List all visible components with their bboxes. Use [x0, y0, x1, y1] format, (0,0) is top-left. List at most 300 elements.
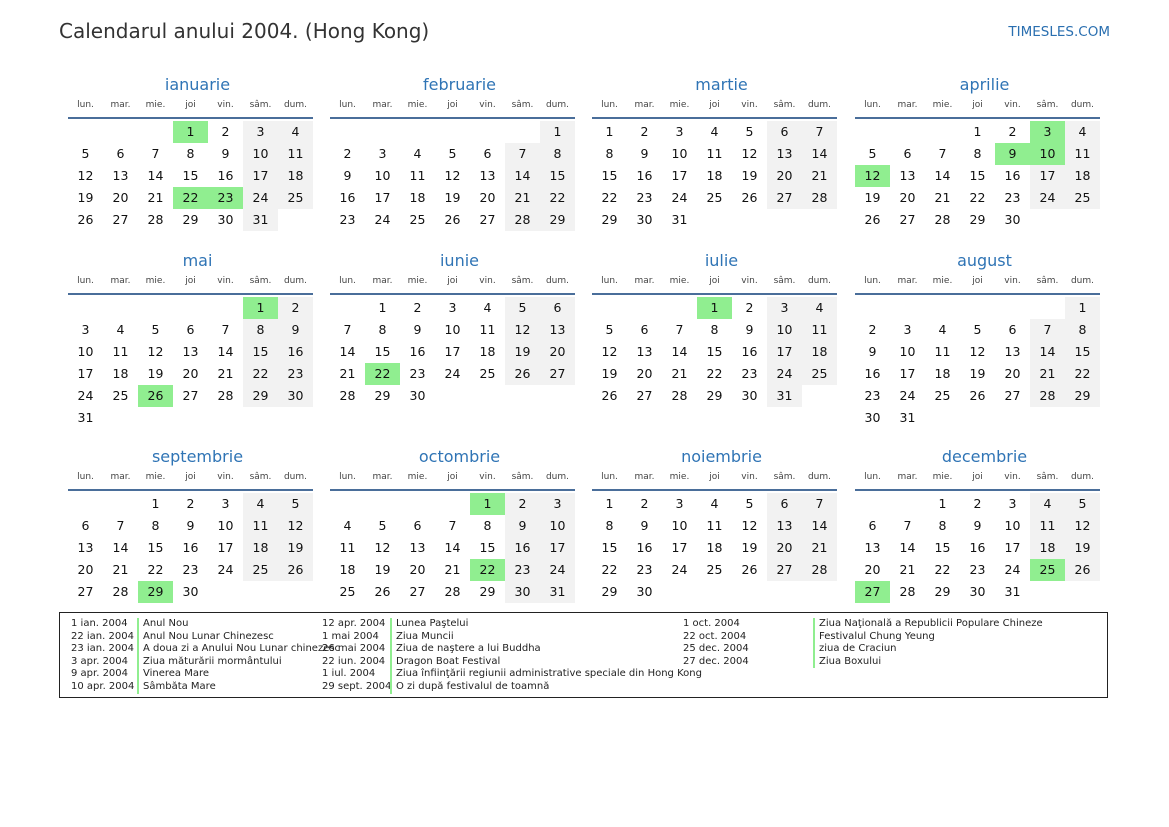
weekday-label: mie. [932, 276, 953, 286]
day-cell: 25 [278, 187, 313, 209]
day-cell: 6 [868, 518, 877, 533]
weekday-label: joi [185, 100, 196, 110]
empty-cell [138, 121, 173, 143]
day-cell: 4 [278, 121, 313, 143]
day-cell: 6 [186, 322, 195, 337]
day-cell: 17 [243, 165, 278, 187]
weekday-label: sâm. [773, 472, 796, 482]
day-cell: 11 [278, 143, 313, 165]
day-cell: 11 [1065, 143, 1100, 165]
empty-cell [890, 297, 925, 319]
day-cell: 15 [374, 344, 391, 359]
day-cell: 28 [444, 584, 461, 599]
day-cell: 29 [706, 388, 723, 403]
day-cell: 31 [243, 209, 278, 231]
site-link[interactable]: TIMESLES.COM [1008, 24, 1110, 40]
day-cell: 17 [1030, 165, 1065, 187]
day-cell: 17 [374, 190, 391, 205]
day-cell: 24 [671, 190, 688, 205]
day-cell: 1 [151, 496, 160, 511]
day-grid [592, 297, 837, 407]
day-cell: 9 [973, 518, 982, 533]
day-cell: 24 [243, 187, 278, 209]
day-cell: 12 [505, 319, 540, 341]
day-cell: 12 [741, 146, 758, 161]
holiday-legend [59, 612, 1108, 698]
weekday-header [592, 97, 837, 119]
day-cell: 24 [1004, 562, 1021, 577]
day-cell: 14 [1030, 341, 1065, 363]
day-grid [330, 121, 575, 231]
weekday-label: mar. [372, 100, 393, 110]
weekday-label: dum. [1070, 100, 1095, 110]
holiday-day: 1 [243, 297, 278, 319]
day-cell: 5 [278, 493, 313, 515]
weekday-label: sâm. [773, 276, 796, 286]
day-cell: 21 [934, 190, 951, 205]
day-cell: 3 [1008, 496, 1017, 511]
day-cell: 20 [540, 341, 575, 363]
weekday-label: sâm. [511, 100, 534, 110]
weekday-label: dum. [283, 100, 308, 110]
day-cell: 20 [636, 366, 653, 381]
day-cell: 7 [938, 146, 947, 161]
weekday-label: joi [972, 100, 983, 110]
weekday-header [855, 469, 1100, 491]
weekday-label: dum. [283, 276, 308, 286]
day-cell: 2 [1008, 124, 1017, 139]
empty-cell [855, 121, 890, 143]
month-title: februarie [422, 75, 497, 94]
day-cell: 24 [767, 363, 802, 385]
day-grid [855, 297, 1100, 429]
holiday-date: 9 apr. 2004 [71, 668, 129, 680]
weekday-label: lun. [339, 100, 356, 110]
day-cell: 11 [409, 168, 426, 183]
holiday-day: 26 [138, 385, 173, 407]
day-cell: 24 [217, 562, 234, 577]
day-cell: 5 [81, 146, 90, 161]
day-cell: 24 [77, 388, 94, 403]
day-cell: 12 [601, 344, 618, 359]
month-decembrie [855, 446, 1100, 603]
weekday-label: mar. [897, 276, 918, 286]
day-cell: 6 [640, 322, 649, 337]
holiday-date: 12 apr. 2004 [322, 618, 386, 629]
day-cell: 25 [112, 388, 129, 403]
day-cell: 21 [505, 187, 540, 209]
month-iunie [330, 250, 575, 407]
day-cell: 30 [278, 385, 313, 407]
day-cell: 11 [802, 319, 837, 341]
day-cell: 20 [182, 366, 199, 381]
day-cell: 11 [1030, 515, 1065, 537]
day-cell: 16 [969, 540, 986, 555]
day-cell: 31 [767, 385, 802, 407]
month-martie [592, 74, 837, 231]
day-cell: 11 [243, 515, 278, 537]
weekday-label: vin. [217, 276, 234, 286]
empty-cell [103, 121, 138, 143]
day-cell: 9 [278, 319, 313, 341]
weekday-label: sâm. [511, 276, 534, 286]
weekday-label: sâm. [249, 100, 272, 110]
day-cell: 23 [864, 388, 881, 403]
holiday-day: 1 [173, 121, 208, 143]
day-cell: 18 [243, 537, 278, 559]
weekday-label: dum. [807, 276, 832, 286]
day-cell: 10 [374, 168, 391, 183]
day-cell: 15 [706, 344, 723, 359]
weekday-label: lun. [77, 472, 94, 482]
holiday-name: Festivalul Chung Yeung [813, 631, 935, 644]
empty-cell [173, 297, 208, 319]
holiday-name: Ziua Naţională a Republicii Populare Chineze [813, 618, 1043, 631]
day-cell: 5 [378, 518, 387, 533]
day-cell: 24 [1030, 187, 1065, 209]
day-cell: 5 [448, 146, 457, 161]
empty-cell [68, 297, 103, 319]
day-cell: 1 [938, 496, 947, 511]
month-ianuarie [68, 74, 313, 231]
day-cell: 26 [1065, 559, 1100, 581]
day-cell: 2 [221, 124, 230, 139]
day-cell: 30 [864, 410, 881, 425]
month-noiembrie [592, 446, 837, 603]
weekday-header [68, 469, 313, 491]
day-cell: 20 [112, 190, 129, 205]
holiday-day: 9 [995, 143, 1030, 165]
day-cell: 13 [77, 540, 94, 555]
day-cell: 21 [339, 366, 356, 381]
month-mai [68, 250, 313, 429]
day-cell: 22 [706, 366, 723, 381]
holiday-date: 10 apr. 2004 [71, 681, 135, 692]
day-cell: 11 [934, 344, 951, 359]
day-cell: 6 [81, 518, 90, 533]
day-cell: 9 [640, 518, 649, 533]
day-cell: 28 [934, 212, 951, 227]
day-cell: 17 [671, 540, 688, 555]
day-cell: 15 [601, 540, 618, 555]
day-cell: 10 [767, 319, 802, 341]
day-cell: 30 [636, 584, 653, 599]
day-cell: 25 [706, 190, 723, 205]
day-cell: 29 [479, 584, 496, 599]
weekday-label: dum. [283, 472, 308, 482]
day-cell: 30 [505, 581, 540, 603]
holiday-name: Anul Nou [137, 618, 188, 631]
day-cell: 7 [448, 518, 457, 533]
day-cell: 8 [1065, 319, 1100, 341]
weekday-label: mar. [634, 472, 655, 482]
day-cell: 27 [899, 212, 916, 227]
holiday-name: Ziua înfiinţării regiunii administrative speciale din Hong Kong [390, 668, 702, 681]
day-cell: 21 [802, 537, 837, 559]
day-grid [68, 493, 313, 603]
day-cell: 8 [483, 518, 492, 533]
empty-cell [435, 493, 470, 515]
empty-cell [208, 297, 243, 319]
weekday-header [592, 469, 837, 491]
weekday-label: mar. [634, 276, 655, 286]
empty-cell [330, 297, 365, 319]
weekday-label: mie. [407, 276, 428, 286]
day-cell: 21 [444, 562, 461, 577]
day-cell: 28 [671, 388, 688, 403]
holiday-day: 12 [855, 165, 890, 187]
empty-cell [855, 493, 890, 515]
day-cell: 25 [934, 388, 951, 403]
day-cell: 16 [636, 168, 653, 183]
day-cell: 26 [741, 190, 758, 205]
day-cell: 30 [969, 584, 986, 599]
month-title: iunie [439, 251, 479, 270]
month-title: martie [695, 75, 748, 94]
weekday-label: sâm. [249, 276, 272, 286]
day-cell: 17 [540, 537, 575, 559]
day-cell: 21 [1030, 363, 1065, 385]
day-cell: 2 [973, 496, 982, 511]
day-cell: 4 [710, 496, 719, 511]
day-cell: 10 [1004, 518, 1021, 533]
day-cell: 19 [969, 366, 986, 381]
day-cell: 13 [767, 515, 802, 537]
day-cell: 18 [1030, 537, 1065, 559]
day-cell: 4 [343, 518, 352, 533]
day-cell: 12 [147, 344, 164, 359]
day-cell: 1 [605, 124, 614, 139]
day-cell: 25 [409, 212, 426, 227]
empty-cell [925, 297, 960, 319]
day-cell: 29 [934, 584, 951, 599]
day-cell: 2 [343, 146, 352, 161]
day-cell: 15 [601, 168, 618, 183]
weekday-label: joi [185, 276, 196, 286]
holiday-name: Ziua de naştere a lui Buddha [390, 643, 541, 656]
day-grid [592, 493, 837, 603]
day-cell: 17 [767, 341, 802, 363]
day-cell: 8 [710, 322, 719, 337]
day-cell: 18 [706, 168, 723, 183]
day-cell: 3 [767, 297, 802, 319]
day-cell: 10 [217, 518, 234, 533]
day-cell: 22 [147, 562, 164, 577]
weekday-header [330, 273, 575, 295]
day-cell: 29 [969, 212, 986, 227]
day-cell: 29 [540, 209, 575, 231]
day-cell: 1 [973, 124, 982, 139]
empty-cell [103, 297, 138, 319]
weekday-label: mar. [110, 472, 131, 482]
day-cell: 5 [745, 124, 754, 139]
day-cell: 26 [505, 363, 540, 385]
day-cell: 18 [339, 562, 356, 577]
weekday-label: lun. [601, 276, 618, 286]
weekday-label: mar. [110, 276, 131, 286]
day-cell: 4 [710, 124, 719, 139]
holiday-day: 1 [470, 493, 505, 515]
day-cell: 8 [973, 146, 982, 161]
day-cell: 13 [767, 143, 802, 165]
day-cell: 2 [186, 496, 195, 511]
day-cell: 27 [77, 584, 94, 599]
holiday-date: 3 apr. 2004 [71, 655, 129, 667]
day-cell: 28 [802, 559, 837, 581]
day-cell: 9 [640, 146, 649, 161]
day-cell: 31 [1004, 584, 1021, 599]
day-cell: 26 [741, 562, 758, 577]
day-cell: 2 [413, 300, 422, 315]
day-cell: 14 [899, 540, 916, 555]
month-title: iulie [704, 251, 739, 270]
weekday-label: sâm. [1036, 100, 1059, 110]
month-title: noiembrie [681, 447, 762, 466]
weekday-label: mar. [372, 472, 393, 482]
day-cell: 5 [505, 297, 540, 319]
day-cell: 26 [969, 388, 986, 403]
day-cell: 7 [221, 322, 230, 337]
day-cell: 19 [741, 168, 758, 183]
day-cell: 8 [151, 518, 160, 533]
month-title: octombrie [418, 447, 501, 466]
day-grid [68, 121, 313, 231]
holiday-day: 29 [138, 581, 173, 603]
day-cell: 6 [483, 146, 492, 161]
weekday-label: vin. [1004, 100, 1021, 110]
day-grid [68, 297, 313, 429]
weekday-label: vin. [1004, 472, 1021, 482]
day-cell: 3 [903, 322, 912, 337]
day-cell: 31 [899, 410, 916, 425]
weekday-label: sâm. [1036, 472, 1059, 482]
day-cell: 3 [221, 496, 230, 511]
holiday-name: Ziua Boxului [813, 656, 881, 669]
empty-cell [68, 121, 103, 143]
month-februarie [330, 74, 575, 231]
weekday-label: dum. [545, 100, 570, 110]
day-cell: 11 [339, 540, 356, 555]
day-cell: 11 [479, 322, 496, 337]
day-cell: 19 [505, 341, 540, 363]
weekday-label: mie. [145, 276, 166, 286]
day-cell: 25 [1065, 187, 1100, 209]
empty-cell [330, 121, 365, 143]
day-cell: 25 [802, 363, 837, 385]
day-cell: 19 [1065, 537, 1100, 559]
day-cell: 11 [706, 518, 723, 533]
day-cell: 14 [147, 168, 164, 183]
day-cell: 8 [243, 319, 278, 341]
empty-cell [400, 121, 435, 143]
day-cell: 12 [741, 518, 758, 533]
day-cell: 12 [374, 540, 391, 555]
weekday-label: vin. [741, 472, 758, 482]
day-grid [330, 297, 575, 407]
day-cell: 27 [182, 388, 199, 403]
day-cell: 1 [378, 300, 387, 315]
empty-cell [365, 493, 400, 515]
weekday-header [330, 469, 575, 491]
day-cell: 19 [741, 540, 758, 555]
day-cell: 26 [278, 559, 313, 581]
day-cell: 4 [483, 300, 492, 315]
day-grid [330, 493, 575, 603]
day-cell: 15 [243, 341, 278, 363]
day-cell: 27 [636, 388, 653, 403]
day-cell: 13 [479, 168, 496, 183]
weekday-label: sâm. [249, 472, 272, 482]
day-cell: 23 [182, 562, 199, 577]
day-cell: 7 [675, 322, 684, 337]
day-cell: 23 [339, 212, 356, 227]
weekday-label: joi [447, 276, 458, 286]
day-cell: 20 [1004, 366, 1021, 381]
empty-cell [435, 121, 470, 143]
day-cell: 6 [540, 297, 575, 319]
day-cell: 8 [540, 143, 575, 165]
day-cell: 17 [671, 168, 688, 183]
holiday-date: 27 dec. 2004 [683, 655, 749, 667]
day-cell: 14 [444, 540, 461, 555]
holiday-name: Ziua Muncii [390, 631, 454, 644]
day-cell: 7 [343, 322, 352, 337]
holiday-day: 3 [1030, 121, 1065, 143]
day-cell: 29 [1065, 385, 1100, 407]
day-cell: 10 [77, 344, 94, 359]
weekday-label: vin. [217, 100, 234, 110]
holiday-name: A doua zi a Anului Nou Lunar chinezesc [137, 643, 340, 656]
holiday-date: 1 mai 2004 [322, 630, 379, 642]
empty-cell [662, 297, 697, 319]
day-cell: 13 [112, 168, 129, 183]
day-cell: 28 [505, 209, 540, 231]
day-cell: 16 [505, 537, 540, 559]
day-cell: 12 [1065, 515, 1100, 537]
day-cell: 14 [505, 165, 540, 187]
weekday-label: sâm. [773, 100, 796, 110]
day-cell: 22 [540, 187, 575, 209]
holiday-name: O zi după festivalul de toamnă [390, 681, 549, 694]
day-cell: 30 [741, 388, 758, 403]
day-cell: 25 [479, 366, 496, 381]
weekday-label: lun. [601, 100, 618, 110]
day-cell: 17 [444, 344, 461, 359]
day-cell: 5 [1065, 493, 1100, 515]
day-cell: 8 [938, 518, 947, 533]
day-cell: 20 [864, 562, 881, 577]
day-cell: 14 [339, 344, 356, 359]
day-cell: 4 [802, 297, 837, 319]
empty-cell [995, 297, 1030, 319]
day-cell: 16 [1004, 168, 1021, 183]
day-cell: 9 [868, 344, 877, 359]
day-cell: 30 [1004, 212, 1021, 227]
weekday-label: joi [972, 276, 983, 286]
weekday-label: sâm. [511, 472, 534, 482]
weekday-label: joi [447, 472, 458, 482]
holiday-name: Vinerea Mare [137, 668, 209, 681]
day-cell: 10 [540, 515, 575, 537]
day-cell: 13 [182, 344, 199, 359]
weekday-label: mie. [669, 276, 690, 286]
day-cell: 28 [339, 388, 356, 403]
weekday-label: joi [972, 472, 983, 482]
day-cell: 23 [409, 366, 426, 381]
day-cell: 18 [278, 165, 313, 187]
weekday-label: vin. [479, 472, 496, 482]
day-cell: 27 [1004, 388, 1021, 403]
